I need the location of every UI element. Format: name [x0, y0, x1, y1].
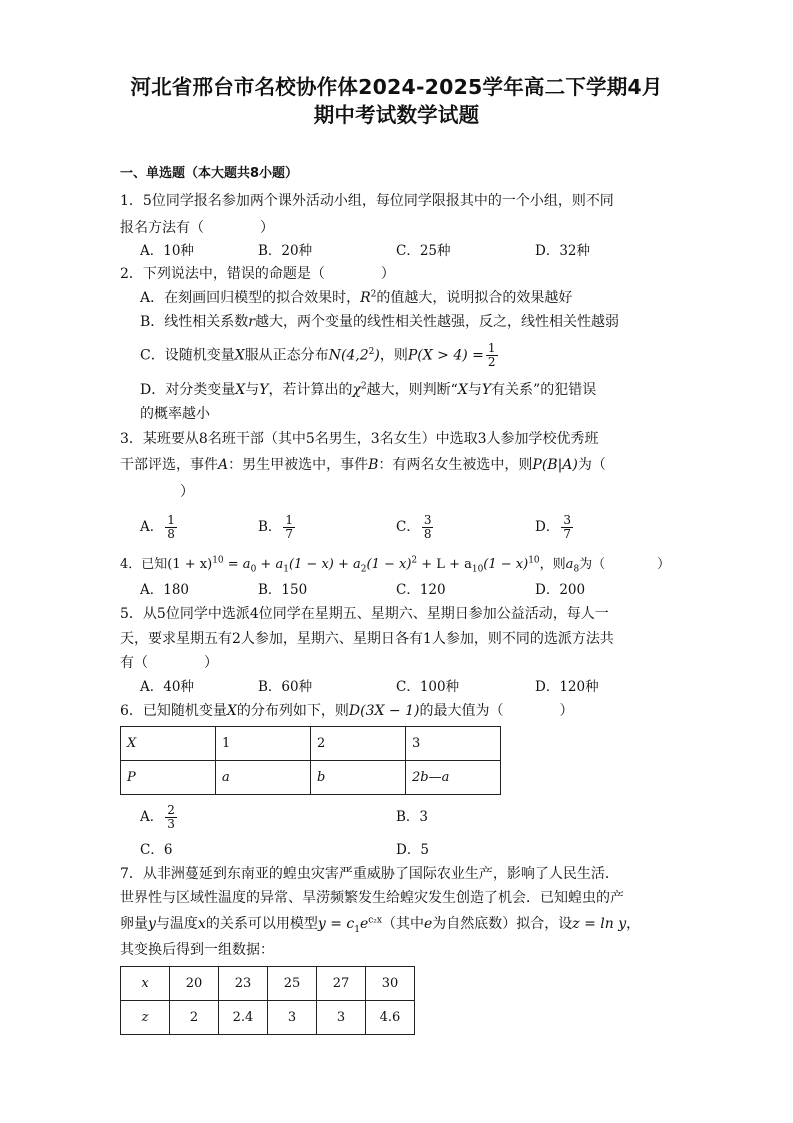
q7-line1: 7．从非洲蔓延到东南亚的蝗虫灾害严重威胁了国际农业生产，影响了人民生活． [120, 866, 619, 882]
q7-x: x [197, 916, 206, 932]
q2-c-num: 1 [487, 341, 496, 355]
q3-text: 干部评选，事件 [120, 457, 218, 473]
q2-c-dist-sup: 2 [368, 346, 375, 357]
q2-d-x2: X [457, 382, 468, 398]
section-heading: 一、单选题（本大题共8小题） [120, 166, 299, 181]
q2-a-text-end: 的值越大，说明拟合的效果越好 [376, 290, 573, 306]
q2-b-text-end: 越大，两个变量的线性相关性越强，反之，线性相关性越弱 [255, 314, 619, 330]
q7-data-table [120, 966, 415, 1035]
table-cell: 30 [366, 967, 415, 1001]
q4-option-a: A．180 [140, 582, 190, 598]
q4-sup2: 2 [411, 555, 418, 566]
q4-end: 为（ ） [579, 557, 671, 572]
table-row [121, 761, 501, 795]
q7-paren2: 为自然底数）拟合，设 [432, 916, 573, 932]
q4-text: 4．已知 [120, 557, 168, 572]
q3-d-den: 7 [563, 527, 571, 541]
q2-c-mid: 服从正态分布 [244, 347, 329, 364]
q3-option-c [396, 514, 435, 541]
q2-c-dist: N(4,2 [328, 347, 369, 364]
q6-option-c: C．6 [140, 842, 173, 858]
q2-c-dist-end: ) [374, 347, 380, 364]
table-cell: 27 [317, 967, 366, 1001]
table-cell: a [216, 761, 311, 795]
q4-option-c: C．120 [396, 582, 446, 598]
q7-model-e: e [359, 916, 369, 932]
q7-mid: 与温度 [155, 916, 198, 932]
table-row [121, 727, 501, 761]
q7-line3 [120, 914, 640, 934]
q6-mid: 的分布列如下，则 [236, 703, 349, 719]
q2-a-text: A．在刻画回归模型的拟合效果时， [140, 290, 361, 306]
q1-option-c: C．25种 [396, 243, 451, 259]
q2-d-post: 越大，则判断“ [366, 382, 458, 398]
q2-d-text: D．对分类变量 [140, 382, 236, 398]
q3-text-end: 为（ [577, 457, 606, 473]
q3-c-fraction [422, 514, 434, 541]
q4-t1: (1 − x) + a [288, 557, 361, 572]
q3-option-b [258, 514, 297, 541]
q3-conditional: P(B|A) [532, 457, 578, 473]
q3-d-label: D． [535, 519, 560, 535]
q4-t4: (1 − x) [483, 557, 529, 572]
q3-a-num: 1 [167, 513, 175, 527]
q5-line3: 有（ ） [120, 655, 218, 671]
table-cell: 1 [216, 727, 311, 761]
q4-option-b: B．150 [258, 582, 308, 598]
q3-b-den: 7 [285, 527, 294, 541]
q1-line1: 1．5位同学报名参加两个课外活动小组，每位同学限报其中的一个小组，则不同 [120, 193, 614, 209]
table-cell: 2.4 [219, 1001, 268, 1035]
q4-stem [120, 555, 670, 575]
q2-d-chi: χ [352, 382, 361, 398]
table-cell: z [121, 1001, 170, 1035]
q7-e: e [423, 916, 433, 932]
q6-distribution-table [120, 726, 501, 795]
q4-sub10: 10 [471, 564, 484, 575]
q4-expr-sup: 10 [212, 555, 224, 566]
q2-d-y: Y [259, 382, 269, 398]
table-cell: P [121, 761, 216, 795]
table-cell: 3 [317, 1001, 366, 1035]
q3-d-num: 3 [563, 513, 571, 527]
q6-expr: D(3X − 1) [348, 703, 420, 719]
q7-zdef: z = ln y [572, 916, 627, 932]
q4-t3: + L + a [417, 557, 472, 572]
table-cell: 2 [170, 1001, 219, 1035]
q3-a-label: A． [140, 519, 164, 535]
table-row [121, 967, 415, 1001]
table-cell: 3 [268, 1001, 317, 1035]
q5-line2: 天，要求星期五有2人参加，星期六、星期日各有1人参加，则不同的选派方法共 [120, 631, 614, 647]
table-row [121, 1001, 415, 1035]
table-cell: 3 [406, 727, 501, 761]
q2-option-d-line2: 的概率越小 [140, 406, 210, 422]
q2-d-end: 有关系”的犯错误 [491, 382, 597, 398]
q2-a-symbol: R [360, 290, 371, 306]
q4-expr: (1 + x) [167, 557, 213, 572]
q7-paren: （其中 [381, 916, 424, 932]
q3-line2 [120, 455, 606, 475]
q3-c-den: 8 [423, 527, 432, 541]
q2-option-a [140, 288, 572, 308]
q2-c-den: 2 [487, 355, 496, 369]
q7-model: y = c [317, 916, 355, 932]
q3-text-mid1: ：男生甲被选中，事件 [228, 457, 369, 473]
page-title-line1: 河北省邢台市名校协作体2024-2025学年高二下学期4月 [130, 75, 663, 99]
q5-option-b: B．60种 [258, 679, 313, 695]
q3-line1: 3．某班要从8名班干部（其中5名男生，3名女生）中选取3人参加学校优秀班 [120, 431, 599, 447]
q1-option-b: B．20种 [258, 243, 313, 259]
q2-option-b [140, 312, 619, 332]
q6-option-d: D．5 [396, 842, 429, 858]
q4-a8-sub: 8 [573, 564, 580, 575]
q4-mid: ，则 [539, 557, 566, 572]
q6-text: 6．已知随机变量 [120, 703, 227, 719]
q3-a-den: 8 [167, 527, 175, 541]
q3-c-num: 3 [423, 513, 432, 527]
q2-d-x: X [235, 382, 246, 398]
q7-y: y [148, 916, 156, 932]
table-cell: 23 [219, 967, 268, 1001]
table-cell: 4.6 [366, 1001, 415, 1035]
q3-option-a [140, 514, 179, 541]
q5-line1: 5．从5位同学中选派4位同学在星期五、星期六、星期日参加公益活动，每人一 [120, 606, 609, 622]
q3-d-fraction [561, 514, 573, 541]
q2-c-var: X [234, 347, 245, 364]
q1-line2: 报名方法有（ ） [120, 220, 274, 236]
q2-b-symbol: r [248, 314, 255, 330]
q6-a-label: A． [140, 809, 164, 825]
q2-d-y2: Y [481, 382, 492, 398]
q6-var: X [226, 703, 237, 719]
table-cell: 20 [170, 967, 219, 1001]
q3-event-a: A [218, 457, 229, 473]
q4-sub1: 1 [283, 564, 289, 575]
q5-option-c: C．100种 [396, 679, 460, 695]
q2-c-then: ，则 [379, 347, 408, 364]
q3-b-num: 1 [285, 513, 294, 527]
q2-d-chi-sup: 2 [360, 381, 367, 392]
q3-text-mid2: ：有两名女生被选中，则 [378, 457, 533, 473]
q5-option-d: D．120种 [535, 679, 599, 695]
q4-p1: + a [256, 557, 284, 572]
q4-sup10: 10 [528, 555, 540, 566]
q2-c-prob: P(X > 4) = [407, 347, 484, 364]
q6-stem [120, 701, 573, 721]
table-cell: b [311, 761, 406, 795]
q7-end: ， [626, 916, 641, 932]
q4-t2: (1 − x) [366, 557, 412, 572]
q3-option-d [535, 514, 575, 541]
q2-c-fraction [486, 342, 498, 369]
q6-a-fraction [165, 804, 177, 831]
q3-c-label: C． [396, 519, 420, 535]
q2-stem: 2．下列说法中，错误的命题是（ ） [120, 266, 395, 282]
q2-option-c [140, 342, 500, 369]
q7-mid2: 的关系可以用模型 [205, 916, 318, 932]
q3-b-fraction [283, 514, 295, 541]
q2-d-mid: ，若计算出的 [268, 382, 353, 398]
q1-option-d: D．32种 [535, 243, 591, 259]
q6-end: 的最大值为（ ） [419, 703, 574, 719]
q2-option-d [140, 380, 596, 400]
q6-option-b: B．3 [396, 809, 429, 825]
q4-sub2: 2 [360, 564, 367, 575]
q7-model-sup: c₂x [368, 915, 382, 926]
q2-b-text: B．线性相关系数 [140, 314, 249, 330]
q3-a-fraction [165, 514, 177, 541]
table-cell: 2 [311, 727, 406, 761]
q4-sub0: 0 [250, 564, 257, 575]
q3-line3: ） [180, 484, 194, 500]
q7-text: 卵量 [120, 916, 148, 932]
q1-option-a: A．10种 [140, 243, 194, 259]
q5-option-a: A．40种 [140, 679, 194, 695]
table-cell: x [121, 967, 170, 1001]
q4-a8: a [565, 557, 574, 572]
q2-d-and: 与 [245, 382, 260, 398]
q7-model-sub: 1 [354, 924, 360, 935]
page-title-line2: 期中考试数学试题 [313, 103, 480, 127]
q6-a-num: 2 [167, 803, 175, 817]
table-cell: 25 [268, 967, 317, 1001]
q2-d-and2: 与 [467, 382, 482, 398]
q4-option-d: D．200 [535, 582, 586, 598]
q7-line4: 其变换后得到一组数据： [120, 942, 274, 958]
q3-b-label: B． [258, 519, 282, 535]
q7-line2: 世界性与区域性温度的异常、旱涝频繁发生给蝗灾发生创造了机会．已知蝗虫的产 [120, 890, 624, 906]
table-cell: 2b—a [406, 761, 501, 795]
q6-option-a [140, 804, 179, 831]
q6-a-den: 3 [167, 817, 175, 831]
q2-a-sup: 2 [370, 289, 377, 300]
q2-c-text: C．设随机变量 [140, 347, 235, 364]
table-cell: X [121, 727, 216, 761]
q3-event-b: B [368, 457, 379, 473]
q4-eq: = a [223, 557, 251, 572]
